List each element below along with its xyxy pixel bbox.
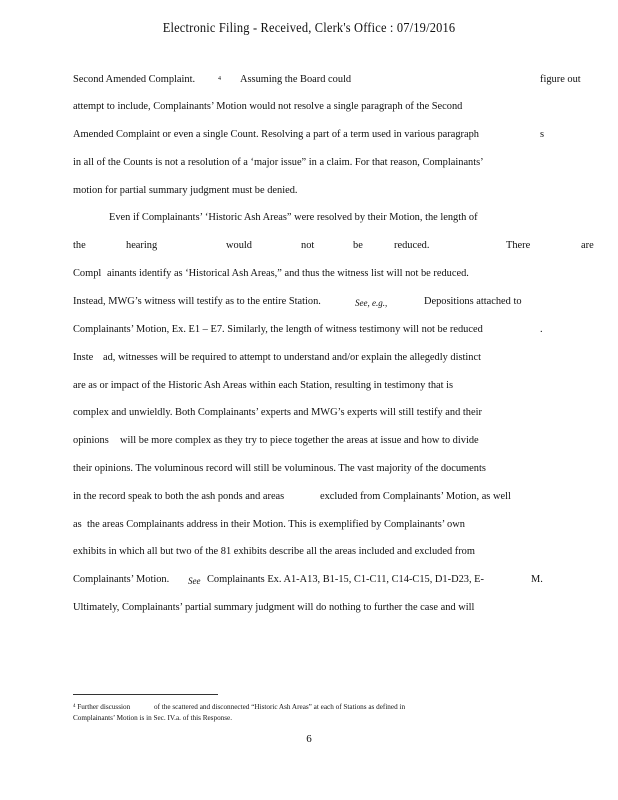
text-segment: figure out: [540, 74, 581, 85]
text-segment: M.: [531, 574, 543, 585]
text-segment: opinions: [73, 435, 109, 446]
text-segment: ad, witnesses will be required to attempt to understand and/or explain the allegedly distinct: [103, 352, 482, 363]
text-word: the: [73, 240, 86, 251]
text-segment: Depositions attached to: [424, 296, 522, 307]
footnote-mark: 4: [73, 704, 76, 709]
text-segment: in the record speak to both the ash ponds and areas: [73, 491, 285, 502]
text-segment: complex and unwieldly. Both Complainants’ experts and MWG’s experts will still testify and their: [73, 407, 482, 418]
text-segment: exhibits in which all but two of the 81 exhibits describe all the areas included and excluded from: [73, 546, 475, 557]
text-segment: Complainants’ Motion, Ex. E1 – E7. Similarly, the length of witness testimony will not be reduced: [73, 324, 483, 335]
text-segment: Ultimately, Complainants’ partial summary judgment will do nothing to further the case and will: [73, 602, 475, 613]
footnote-line: [73, 713, 232, 723]
text-word: not: [301, 240, 315, 251]
filing-stamp-header: Electronic Filing - Received, Clerk's Office : 07/19/2016: [162, 20, 456, 35]
footnote-ref: 4: [218, 76, 221, 82]
text-segment: s: [540, 129, 545, 140]
text-segment: Complainants Ex. A1-A13, B1-15, C1-C11, C14-C15, D1-D23, E-: [207, 574, 484, 585]
text-word: would: [226, 240, 252, 251]
footnote-text: Further discussion: [77, 703, 131, 711]
text-segment: .: [540, 324, 543, 335]
text-segment: in all of the Counts is not a resolution of a ‘major issue” in a claim. For that reason, Complainants’: [73, 157, 484, 168]
footnote-divider: [73, 694, 218, 695]
footnote-text: of the scattered and disconnected “Historic Ash Areas” at each of Stations as defined in: [154, 703, 406, 711]
text-segment: Complainants’ Motion.: [73, 574, 170, 585]
text-segment: excluded from Complainants’ Motion, as well: [320, 491, 511, 502]
text-segment: Instead, MWG’s witness will testify as to the entire Station.: [73, 296, 321, 307]
footnote-text: Complainants’ Motion is in Sec. IV.a. of this Response.: [73, 714, 233, 722]
text-segment: as: [73, 519, 82, 530]
text-segment: ainants identify as ‘Historical Ash Areas,” and thus the witness list will not be reduced.: [107, 268, 469, 279]
text-segment: motion for partial summary judgment must be denied.: [73, 185, 298, 196]
text-word: hearing: [126, 240, 158, 251]
text-segment: will be more complex as they try to piece together the areas at issue and how to divide: [120, 435, 479, 446]
text-segment: the areas Complainants address in their Motion. This is exemplified by Complainants’ own: [87, 519, 465, 530]
page-number: 6: [306, 733, 312, 745]
text-segment: are as or impact of the Historic Ash Areas within each Station, resulting in testimony that is: [73, 380, 454, 391]
text-word: There: [506, 240, 531, 251]
text-word: are: [581, 240, 594, 251]
text-segment: Even if Complainants’ ‘Historic Ash Areas” were resolved by their Motion, the length of: [109, 212, 478, 223]
text-segment: Assuming the Board could: [240, 74, 352, 85]
text-segment: Amended Complaint or even a single Count. Resolving a part of a term used in various paragraph: [73, 129, 480, 140]
citation-signal: See, e.g.,: [355, 298, 388, 308]
citation-signal: See: [188, 576, 201, 586]
text-segment: their opinions. The voluminous record will still be voluminous. The vast majority of the documents: [73, 463, 486, 474]
text-line: [0, 73, 581, 93]
text-segment: attempt to include, Complainants’ Motion would not resolve a single paragraph of the Second: [73, 101, 463, 112]
text-word: be: [353, 240, 363, 251]
text-segment: Compl: [73, 268, 102, 279]
text-segment: Inste: [73, 352, 94, 363]
text-word: reduced.: [394, 240, 430, 251]
text-segment: Second Amended Complaint.: [73, 74, 196, 85]
